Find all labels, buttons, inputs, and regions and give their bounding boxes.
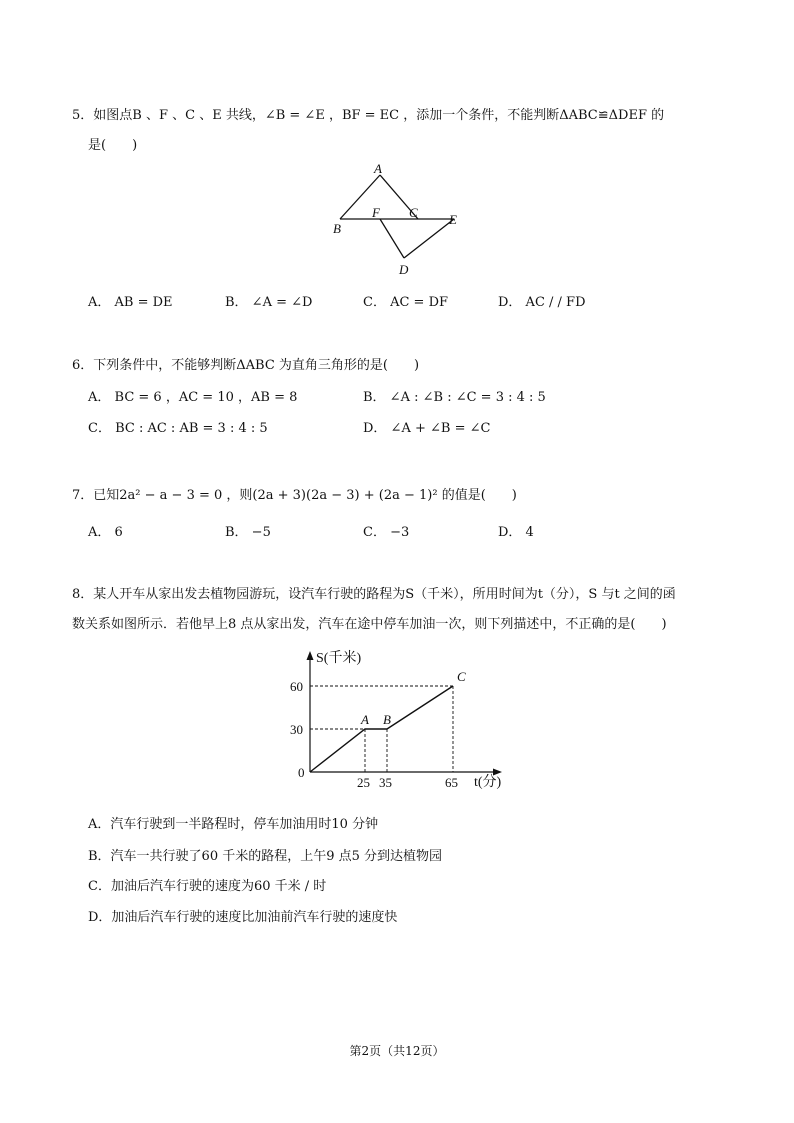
q8-line1 — [72, 583, 676, 602]
q8-line2: 数关系如图所示．若他早上8 点从家出发，汽车在途中停车加油一次，则下列描述中，不正确的是( ) — [72, 617, 667, 632]
q5-line1 — [72, 104, 664, 123]
x-tick-label-25: 25 — [357, 775, 370, 790]
q8-distance-time-chart — [282, 642, 512, 800]
y-tick-label-0: 0 — [298, 765, 305, 780]
point-label-b: B — [383, 712, 391, 727]
q5-option-c[interactable]: C． AC = DF — [363, 295, 449, 310]
q8-option-d[interactable]: D．加油后汽车行驶的速度比加油前汽车行驶的速度快 — [88, 910, 398, 925]
q5-option-d[interactable]: D． AC / / FD — [498, 295, 586, 310]
q7-option-a[interactable]: A． 6 — [88, 525, 123, 540]
y-tick-label-60: 60 — [290, 679, 303, 694]
label-f: F — [372, 205, 380, 220]
q5-text: 如图点B 、F 、C 、E 共线，∠B = ∠E ，BF = EC ，添加一个条件，不能判断ΔABC≌ΔDEF 的 — [93, 108, 665, 123]
x-tick-label-35: 35 — [379, 775, 392, 790]
q6-option-d[interactable]: D． ∠A + ∠B = ∠C — [363, 421, 491, 436]
q5-number: 5． — [72, 108, 94, 123]
segment-fd — [380, 219, 404, 258]
q5-option-b[interactable]: B． ∠A = ∠D — [225, 295, 313, 310]
q5-geometry-figure — [328, 162, 468, 280]
x-tick-label-65: 65 — [445, 775, 458, 790]
q7-number: 7． — [72, 488, 94, 503]
q7-option-b[interactable]: B． −5 — [225, 525, 271, 540]
q7-line1 — [72, 484, 517, 503]
q8-text: 某人开车从家出发去植物园游玩，设汽车行驶的路程为S（千米），所用时间为t（分），S 与t 之间的函 — [93, 587, 676, 602]
page-footer: 第2页（共12页） — [349, 1044, 445, 1058]
label-a: A — [374, 162, 382, 176]
q8-option-c[interactable]: C．加油后汽车行驶的速度为60 千米 / 时 — [88, 879, 327, 894]
point-label-c: C — [457, 669, 466, 684]
label-b: B — [333, 221, 341, 236]
q8-option-a[interactable]: A．汽车行驶到一半路程时，停车加油用时10 分钟 — [88, 817, 379, 832]
q8-number: 8． — [72, 587, 94, 602]
segment-de — [404, 219, 454, 258]
q7-text: 已知2a² − a − 3 = 0 ，则(2a + 3)(2a − 3) + (2a − 1)² 的值是( ) — [93, 488, 517, 503]
point-label-a: A — [361, 712, 369, 727]
q6-option-a[interactable]: A． BC = 6 ，AC = 10 ，AB = 8 — [88, 390, 298, 405]
q7-option-c[interactable]: C． −3 — [363, 525, 410, 540]
y-axis-title: S(千米) — [316, 651, 362, 666]
q6-line1 — [72, 354, 419, 373]
q7-option-d[interactable]: D． 4 — [498, 525, 534, 540]
q5-line2: 是( ) — [88, 138, 138, 153]
x-axis-title: t(分) — [474, 775, 502, 790]
q5-option-a[interactable]: A． AB = DE — [88, 295, 173, 310]
q6-option-b[interactable]: B． ∠A : ∠B : ∠C = 3 : 4 : 5 — [363, 390, 546, 405]
y-tick-label-30: 30 — [290, 722, 303, 737]
label-c: C — [409, 205, 418, 220]
q6-number: 6． — [72, 358, 94, 373]
label-e: E — [449, 212, 457, 227]
y-axis-arrow — [307, 651, 314, 660]
q6-option-c[interactable]: C． BC : AC : AB = 3 : 4 : 5 — [88, 421, 268, 436]
label-d: D — [399, 262, 409, 277]
q8-option-b[interactable]: B．汽车一共行驶了60 千米的路程，上午9 点5 分到达植物园 — [88, 849, 443, 864]
q6-text: 下列条件中，不能够判断ΔABC 为直角三角形的是( ) — [93, 358, 420, 373]
